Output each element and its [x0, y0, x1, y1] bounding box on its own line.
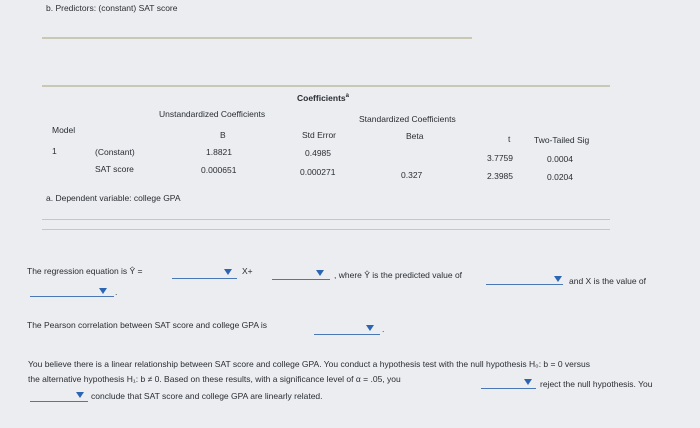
dropdown-caret-icon [316, 270, 324, 276]
divider-line [42, 219, 610, 220]
cell-beta: 0.327 [401, 170, 423, 180]
predictors-note: b. Predictors: (constant) SAT score [46, 3, 178, 13]
divider-line [42, 229, 610, 230]
cell-t: 3.7759 [487, 153, 513, 163]
header-unstandardized: Unstandardized Coefficients [159, 109, 266, 119]
col-std-error: Std Error [302, 130, 337, 140]
table-footnote: a. Dependent variable: college GPA [46, 193, 181, 203]
col-sig: Two-Tailed Sig [534, 135, 590, 145]
cell-sig: 0.0204 [547, 172, 573, 182]
divider-line [42, 85, 610, 87]
col-model: Model [52, 125, 76, 135]
dropdown-caret-icon [76, 392, 84, 398]
cell-b: 0.000651 [201, 165, 237, 175]
dropdown-caret-icon [99, 288, 107, 294]
table-title: Coefficients$^a$ [297, 93, 349, 103]
col-t: t [508, 134, 511, 144]
dropdown-caret-icon [524, 379, 532, 385]
regression-xplus: X+ [242, 266, 253, 276]
pearson-end: . [382, 324, 385, 334]
hypothesis-line-1: You believe there is a linear relationship between SAT score and college GPA. You conduct a hypothesis test with the null hypothesis H₀: b = 0 versus [28, 359, 590, 369]
hypothesis-line-3: conclude that SAT score and college GPA are linearly related. [91, 391, 323, 401]
divider-line [42, 37, 472, 39]
dropdown-caret-icon [366, 325, 374, 331]
regression-prefix: The regression equation is Ŷ = [27, 266, 143, 276]
dropdown-caret-icon [224, 269, 232, 275]
regression-end: . [115, 287, 118, 297]
cell-se: 0.4985 [305, 148, 331, 158]
cell-sig: 0.0004 [547, 154, 573, 164]
cell-t: 2.3985 [487, 171, 513, 181]
pearson-text: The Pearson correlation between SAT score and college GPA is [27, 320, 268, 330]
cell-b: 1.8821 [206, 147, 232, 157]
regression-middle: , where Ŷ is the predicted value of [334, 270, 463, 280]
cell-name: (Constant) [95, 147, 135, 157]
regression-suffix: and X is the value of [569, 276, 647, 286]
col-beta: Beta [406, 131, 424, 141]
header-standardized: Standardized Coefficients [359, 114, 456, 124]
col-b: B [220, 130, 226, 140]
cell-name: SAT score [95, 164, 134, 174]
hypothesis-line-2-end: reject the null hypothesis. You [540, 379, 653, 389]
cell-se: 0.000271 [300, 167, 336, 177]
hypothesis-line-2: the alternative hypothesis H₁: b ≠ 0. Based on these results, with a significance level of α = .05, you [28, 374, 401, 384]
dropdown-caret-icon [554, 276, 562, 282]
cell-model: 1 [52, 146, 57, 156]
